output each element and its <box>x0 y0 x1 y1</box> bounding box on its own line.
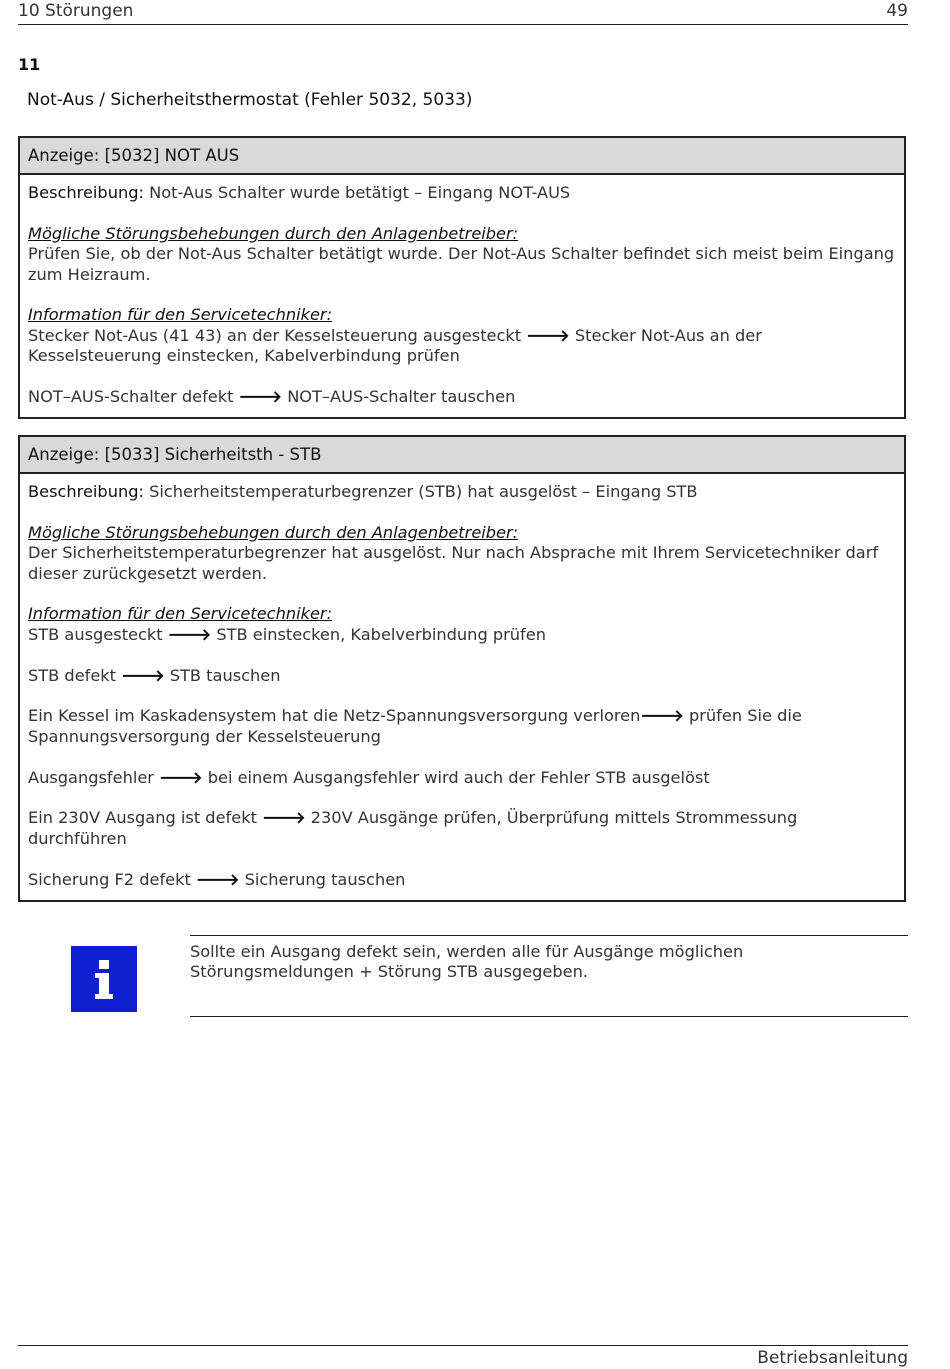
error-heading: Anzeige: [5032] NOT AUS <box>20 138 904 175</box>
document-title: Betriebsanleitung <box>757 1348 908 1368</box>
error-block-5032 <box>18 136 906 419</box>
description-text: Sicherheitstemperaturbegrenzer (STB) hat ausgelöst – Eingang STB <box>143 482 698 501</box>
error-body <box>20 474 904 890</box>
tech-item <box>28 387 896 407</box>
tech-cause: STB ausgesteckt <box>28 624 163 644</box>
page-footer <box>18 1345 908 1368</box>
tech-item <box>28 604 896 645</box>
tech-cause: Ausgangsfehler <box>28 767 154 787</box>
tech-item <box>28 305 896 366</box>
tech-cause: Stecker Not-Aus (41 43) an der Kesselsteuerung ausgesteckt <box>28 325 522 345</box>
info-note <box>190 935 908 1017</box>
tech-item <box>28 768 896 788</box>
page-header <box>18 0 908 25</box>
tech-action: Sicherung tauschen <box>244 869 406 889</box>
tech-cause: NOT–AUS-Schalter defekt <box>28 387 234 407</box>
tech-item <box>28 706 896 747</box>
section-title: Not-Aus / Sicherheitsthermostat (Fehler 5032, 5033) <box>27 90 473 110</box>
error-heading: Anzeige: [5033] Sicherheitsth - STB <box>20 437 904 474</box>
description <box>28 482 896 502</box>
description <box>28 183 896 203</box>
description-text: Not-Aus Schalter wurde betätigt – Eingang NOT-AUS <box>143 183 571 202</box>
operator-text: Der Sicherheitstemperaturbegrenzer hat ausgelöst. Nur nach Absprache mit Ihrem Servicetechniker darf dieser zurückgesetzt werden. <box>28 543 879 583</box>
arrow-right-icon: 🡒 <box>121 665 165 685</box>
arrow-right-icon: 🡒 <box>167 624 212 644</box>
tech-item <box>28 808 896 849</box>
info-icon-glyph <box>71 946 137 1012</box>
tech-action: NOT–AUS-Schalter tauschen <box>287 387 516 407</box>
error-body <box>20 175 904 407</box>
tech-action: 230V Ausgänge prüfen, Überprüfung mittels Strommessung durchführen <box>28 808 798 848</box>
arrow-right-icon: 🡒 <box>640 706 684 726</box>
tech-heading: Information für den Servicetechniker: <box>28 604 333 624</box>
tech-action: STB einstecken, Kabelverbindung prüfen <box>216 624 546 644</box>
operator-section <box>28 523 896 584</box>
tech-action: Stecker Not-Aus an der Kesselsteuerung einstecken, Kabelverbindung prüfen <box>28 325 762 366</box>
tech-action: bei einem Ausgangsfehler wird auch der Fehler STB ausgelöst <box>207 767 710 787</box>
section-number: 11 <box>18 55 41 74</box>
arrow-right-icon: 🡒 <box>526 325 570 345</box>
arrow-right-icon: 🡒 <box>159 767 203 787</box>
operator-heading: Mögliche Störungsbehebungen durch den Anlagenbetreiber: <box>28 223 519 243</box>
tech-action: STB tauschen <box>169 665 281 685</box>
error-block-5033 <box>18 435 906 902</box>
operator-heading: Mögliche Störungsbehebungen durch den Anlagenbetreiber: <box>28 522 519 542</box>
arrow-right-icon: 🡒 <box>196 869 240 889</box>
arrow-right-icon: 🡒 <box>262 808 306 828</box>
operator-text: Prüfen Sie, ob der Not-Aus Schalter betätigt wurde. Der Not-Aus Schalter befindet sich meist beim Eingang zum Heizraum. <box>28 244 895 284</box>
operator-section <box>28 224 896 285</box>
chapter-title: 10 Störungen <box>18 1 134 21</box>
tech-item <box>28 870 896 890</box>
tech-item <box>28 666 896 686</box>
tech-cause: Ein Kessel im Kaskadensystem hat die Netz-Spannungsversorgung verloren <box>28 706 641 726</box>
description-label: Beschreibung: <box>28 183 144 202</box>
note-text: Sollte ein Ausgang defekt sein, werden alle für Ausgänge möglichen Störungsmeldungen + Störung STB ausgegeben. <box>190 942 744 982</box>
page-number: 49 <box>886 1 908 21</box>
arrow-right-icon: 🡒 <box>238 387 283 407</box>
description-label: Beschreibung: <box>28 482 144 501</box>
tech-cause: Ein 230V Ausgang ist defekt <box>28 808 257 828</box>
info-icon <box>71 946 137 1012</box>
tech-action: prüfen Sie die Spannungsversorgung der Kesselsteuerung <box>28 706 802 746</box>
tech-cause: STB defekt <box>28 665 117 685</box>
tech-cause: Sicherung F2 defekt <box>28 869 191 889</box>
tech-heading: Information für den Servicetechniker: <box>28 305 333 325</box>
